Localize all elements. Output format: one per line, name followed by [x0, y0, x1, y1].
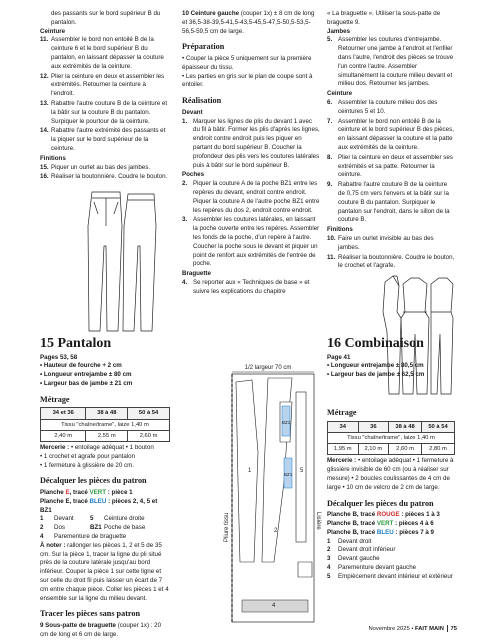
column-right [327, 10, 455, 582]
step-number: 9. [327, 181, 333, 189]
instruction-step [182, 180, 320, 215]
planche-line: Planche B, tracé VERT : pièces 4 à 6 [327, 520, 434, 528]
spec-item: • Hauteur de fourche + 2 cm [40, 362, 170, 371]
table-cell: 2,60 m [389, 444, 422, 455]
step-number: 11. [40, 36, 49, 44]
ceinture-steps-right [327, 99, 455, 225]
step-number: 13. [40, 99, 49, 107]
heading-decalquer-right: Décalquer les pièces du patron [327, 498, 434, 508]
pattern-title-15: 15 Pantalon [40, 336, 112, 352]
instruction-step [327, 181, 455, 225]
preparation-item: • Couper la pièce 5 uniquement sur la première épaisseur du tissu. [182, 55, 320, 73]
cutting-layout-diagram [218, 362, 321, 624]
planche-bz1: BZ1 [40, 506, 52, 514]
instruction-step [327, 235, 455, 253]
table-cell: 2,55 m [86, 430, 128, 441]
piece-row: 2 Devant droit inférieur [327, 546, 396, 554]
finitions-steps [40, 164, 170, 183]
spec-item: • Longueur entrejambe ± 80 cm [40, 371, 170, 380]
piece-cell: Parementure de braguette [54, 533, 127, 541]
piece-cell: Poche de base [104, 524, 146, 532]
table-cell: 2,40 m [41, 430, 86, 441]
pattern-specs-right [327, 362, 457, 380]
piece-cell: Ceinture droite [104, 515, 145, 523]
step-text: Assembler le bord non entoilé B de la ceinture 6 et le bord supérieur B du pantalon, en laissant dépasser la couture aux extrémités de la ceinture. [51, 36, 164, 70]
diagram-piece-label: 1 [248, 468, 252, 474]
ceinture-gauche-text: 10 Ceinture gauche (couper 1x) ± 8 cm de long et 36,5-38-39,5-41,5-43,5-45,5-47,5-50,5-53,5-56,5-59,5 cm de large. [182, 10, 315, 35]
mercerie-item: • 1 crochet et agrafe pour pantalon [40, 453, 170, 462]
pieces-list [40, 515, 170, 541]
step-text: Assembler la couture milieu dos des ceintures 5 et 10. [338, 98, 438, 115]
step-number: 7. [327, 117, 333, 125]
heading-ceinture: Ceinture [40, 27, 66, 35]
step-number: 3. [182, 216, 188, 224]
step-number: 8. [327, 153, 333, 161]
table-head-cell: 50 à 54 [422, 421, 455, 432]
instruction-step [40, 173, 170, 182]
instruction-step [327, 118, 455, 153]
step-number: 2. [182, 180, 188, 188]
planches-list [327, 511, 455, 537]
piece-row [40, 515, 170, 524]
planche-line-2: Planche E, tracé BLEU : pièces 2, 4, 5 et [40, 497, 158, 505]
table-fabric-cell: Tissu "chaîne/trame", laize 1,40 m [328, 432, 455, 443]
combinaison-header [327, 272, 455, 402]
piece-cell: 2 [40, 524, 44, 532]
piece-row: 5 Empiècement devant intérieur et extérieur [327, 572, 453, 580]
heading-jambes: Jambes [327, 27, 351, 35]
table-head-cell: 38 à 48 [389, 421, 422, 432]
step-number: 15. [40, 163, 49, 171]
devant-steps [182, 118, 320, 171]
piece-cell: 1 [40, 515, 44, 523]
spec-item: • Largeur bas de jambe ± 21 cm [40, 380, 170, 389]
step-text: Assembler les coutures d'entrejambe. Retourner une jambe à l'endroit et l'enfiler dans l'autre, l'endroit des pièces se trouve l'un contre l'autre. Assembler simultanément la couture milieu devant et milieu dos. Retourner les jambes. [338, 36, 454, 88]
intro-text-right: « La braguette ». Utiliser la sous-patte de braguette 9. [327, 10, 441, 26]
instruction-step [40, 127, 170, 153]
heading-preparation: Préparation [182, 42, 225, 52]
braguette-steps [182, 279, 320, 297]
instruction-step [40, 73, 170, 99]
table-fabric-cell: Tissu "chaîne/trame", laize 1,40 m [41, 419, 170, 430]
step-text: Assembler le bord non entoilé B de la ceinture et le bord supérieur B des pièces, en laissant dépasser la couture et la patte aux extrémités de la ceinture. [338, 117, 454, 151]
instruction-step [327, 99, 455, 117]
step-text: Réaliser la boutonnière. Coudre le bouton, le crochet et l'agrafe. [338, 253, 455, 270]
mercerie-right: Mercerie : • entoilage adéquat • 1 fermeture à glissière invisible de 60 cm (ou à réaliser sur mesure) • 2 boucles coulissantes de 4 cm de large • 10 cm de velcro de 2 cm de large. [327, 457, 454, 491]
heading-finitions: Finitions [40, 154, 66, 162]
heading-braguette: Braguette [182, 270, 211, 278]
ceinture-steps [40, 36, 170, 153]
footer-issue: Novembre 2025 [368, 626, 410, 633]
diagram-piece-label: BZ1 [284, 472, 293, 477]
diagram-piece-label: 5 [300, 468, 304, 474]
pattern-title-16: 16 Combinaison [327, 336, 424, 352]
metrage-table [40, 407, 170, 442]
mercerie-label: Mercerie : [40, 444, 70, 452]
step-number: 6. [327, 98, 333, 106]
mercerie-item: • 1 fermeture à glissière de 20 cm. [40, 462, 170, 471]
heading-devant: Devant [182, 108, 203, 116]
step-text: Se reporter aux « Techniques de base » et suivre les explications du chapitre [193, 279, 310, 295]
step-number: 12. [40, 72, 49, 80]
planche-line: Planche B, tracé BLEU : pièces 7 à 9 [327, 528, 434, 536]
piece-row: 3 Devant gauche [327, 555, 380, 563]
diagram-piece-label: 2 [274, 528, 278, 534]
pattern-specs [40, 362, 170, 388]
step-number: 11. [327, 253, 336, 261]
piece-cell: Dos [54, 524, 66, 532]
piece-cell: 4 [40, 533, 44, 541]
piece-cell: BZ1 [90, 524, 102, 532]
step-text: Marquer les lignes de plis du devant 1 avec du fil à bâtir. Former les plis d'après les lignes, endroit contre endroit puis les piquer en partant du bord supérieur B. Coucher la profondeur des plis vers les coutures latérales puis à bâtir sur le bord supérieur B. [193, 117, 320, 169]
heading-metrage: Métrage [40, 394, 70, 404]
a-noter: À noter : rallonger les pièces 1, 2 et 5 de 35 cm. Sur la pièce 1, tracer la ligne du pli situé près de la couture latérale jusqu'au bord inférieur. Couper la pièce 1 sur cette ligne et sur celle du droit fil puis laisser un écart de 7 cm entre chaque pièce. Coller les pièces 1 et 4 ensemble sur la ligne du milieu devant. [40, 541, 169, 602]
piece-cell: 5 [90, 515, 94, 523]
piece-row: 4 Parementure devant gauche [327, 564, 417, 572]
column-middle [182, 10, 320, 298]
diagram-piece-label: BZ1 [282, 420, 291, 425]
planche-line-1: Planche E, tracé VERT : pièce 1 [40, 489, 133, 497]
step-number: 5. [327, 36, 333, 44]
heading-finitions-right: Finitions [327, 226, 353, 234]
piece-cell: Devant [54, 515, 74, 523]
table-head-cell: 36 [358, 421, 389, 432]
instruction-step [182, 118, 320, 171]
instruction-step [327, 254, 455, 272]
heading-poches: Poches [182, 171, 205, 179]
step-number: 16. [40, 173, 49, 181]
step-text: Piquer la couture A de la poche BZ1 entre les repères du devant, endroit contre endroit. Piquer la couture A de l'autre poche BZ1 entre les repères du dos 2, endroit contre endroit. [193, 180, 320, 214]
intro-text: des passants sur le bord supérieur B du pantalon. [51, 10, 161, 26]
diagram-top-label: 1/2 largeur 70 cm [244, 365, 292, 371]
piece-row [40, 533, 170, 542]
instruction-step [40, 164, 170, 173]
page-footer: Novembre 2025 • FAIT MAIN 75 [368, 626, 457, 633]
heading-tracer: Tracer les pièces sans patron [40, 609, 141, 619]
metrage-table-right [327, 421, 455, 456]
instruction-step [40, 36, 170, 71]
jambes-steps [327, 36, 455, 89]
step-text: Rabattre l'autre couture B de la ceinture et la bâtir sur la couture B du pantalon. Surpiquer le pourtour de la ceinture. [51, 99, 168, 125]
footer-brand: FAIT MAIN [414, 626, 444, 633]
instruction-step [182, 216, 320, 269]
instruction-step [182, 279, 320, 297]
diagram-right-label: Lisière [315, 512, 321, 530]
poches-steps [182, 180, 320, 269]
table-head-cell: 38 à 48 [86, 408, 128, 419]
step-text: Rabattre l'autre couture B de la ceinture de 0,75 cm vers l'envers et la bâtir sur la couture B du pantalon. Surpiquer le pantalon sur l'endroit, dans le sillon de la couture B. [338, 181, 450, 224]
column-left [40, 10, 170, 640]
step-number: 10. [327, 234, 336, 242]
mercerie-line [40, 444, 170, 453]
table-cell: 2,60 m [128, 430, 170, 441]
table-head-cell: 34 [328, 421, 359, 432]
step-text: Rabattre l'autre extrémité des passants et la piquer sur le bord supérieur de la ceinture. [51, 127, 166, 152]
spec-item: • Largeur bas de jambe ± 62,5 cm [327, 371, 457, 380]
step-text: Plier la ceinture en deux et assembler les extrémités. Retourner la ceinture à l'endroit. [51, 72, 165, 98]
table-cell: 2,80 m [422, 444, 455, 455]
table-head-cell: 34 et 36 [41, 408, 86, 419]
instruction-step [40, 100, 170, 126]
spec-item: • Longueur entrejambe ± 80,5 cm [327, 362, 457, 371]
step-text: Piquer un ourlet au bas des jambes. [51, 163, 151, 171]
pieces-list-right [327, 538, 455, 582]
table-head-cell: 50 à 54 [128, 408, 170, 419]
mercerie-item: • entoilage adéquat • 1 bouton [70, 444, 154, 452]
step-text: Plier la ceinture en deux et assembler ses extrémités et sa patte. Retourner la ceinture. [338, 153, 453, 179]
finitions-steps-right [327, 235, 455, 271]
heading-metrage-right: Métrage [327, 408, 357, 418]
heading-ceinture-right: Ceinture [327, 90, 353, 98]
table-cell: 1,95 m [328, 444, 359, 455]
diagram-left-label: Pliure tissu [224, 512, 230, 542]
passants-text: 9 Sous-patte de braguette (couper 1x) : 20 cm de long et 6 cm de large. [40, 622, 162, 638]
step-text: Assembler les coutures latérales, en laissant la poche ouverte entre les repères. Assembler les fonds de la poche, d'un repère à l'autre. Coucher la poche sous le devant et piquer un point de renfort aux extrémités de l'entrée de poche. [193, 216, 320, 268]
step-text: Faire un ourlet invisible au bas des jambes. [338, 234, 434, 251]
table-cell: 2,10 m [358, 444, 389, 455]
diagram-piece-label: 4 [272, 603, 276, 609]
preparation-item: • Les parties en gris sur le plan de coupe sont à entoiler. [182, 73, 320, 91]
instruction-step [327, 36, 455, 89]
pattern-pages: Pages 53, 58 [40, 353, 78, 361]
step-number: 1. [182, 117, 188, 125]
page-number: 75 [450, 626, 457, 633]
step-text: Réaliser la boutonnière. Coudre le bouton. [51, 173, 168, 181]
piece-row: 1 Devant droit [327, 537, 372, 545]
step-number: 4. [182, 279, 188, 286]
pantalon-illustration [40, 186, 170, 336]
pattern-pages-right: Page 41 [327, 353, 351, 361]
instruction-step [327, 154, 455, 180]
heading-realisation: Réalisation [182, 96, 222, 106]
heading-decalquer: Décalquer les pièces du patron [40, 476, 147, 486]
planche-line: Planche B, tracé ROUGE : pièces 1 à 3 [327, 511, 440, 519]
piece-row [40, 524, 170, 533]
step-number: 14. [40, 127, 49, 135]
